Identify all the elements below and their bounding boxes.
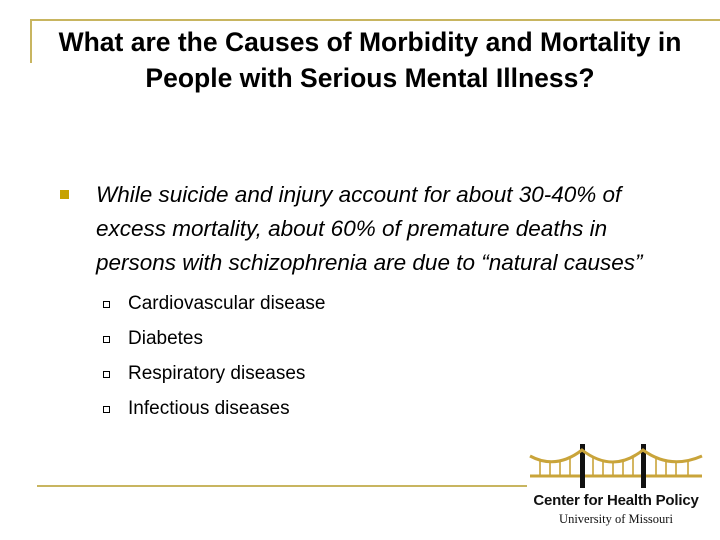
- sub-bullet-item: [103, 286, 720, 321]
- main-bullet-text: While suicide and injury account for about 30-40% of excess mortality, about 60% of premature deaths in persons with schizophrenia are due to “natural causes”: [96, 182, 643, 275]
- main-bullet-item: [60, 178, 680, 280]
- sub-bullet-text: Cardiovascular disease: [128, 292, 326, 314]
- sub-bullet-list: [103, 286, 720, 426]
- slide-title: What are the Causes of Morbidity and Mortality in People with Serious Mental Illness?: [58, 27, 682, 93]
- left-rule: [30, 19, 32, 63]
- logo-subtitle: University of Missouri: [559, 512, 673, 526]
- sub-bullet-item: [103, 356, 720, 391]
- bottom-rule: [37, 485, 527, 487]
- sub-bullet-item: [103, 391, 720, 426]
- square-bullet-icon: [60, 190, 69, 199]
- hollow-square-bullet-icon: [103, 371, 110, 378]
- hollow-square-bullet-icon: [103, 336, 110, 343]
- logo-name: Center for Health Policy: [533, 492, 699, 509]
- top-rule: [30, 19, 720, 21]
- sub-bullet-text: Respiratory diseases: [128, 362, 306, 384]
- bridge-icon: [526, 440, 706, 492]
- sub-bullet-text: Infectious diseases: [128, 397, 290, 419]
- center-for-health-policy-logo: [526, 440, 706, 532]
- hollow-square-bullet-icon: [103, 406, 110, 413]
- sub-bullet-text: Diabetes: [128, 327, 203, 349]
- hollow-square-bullet-icon: [103, 301, 110, 308]
- sub-bullet-item: [103, 321, 720, 356]
- slide-body: [60, 178, 680, 426]
